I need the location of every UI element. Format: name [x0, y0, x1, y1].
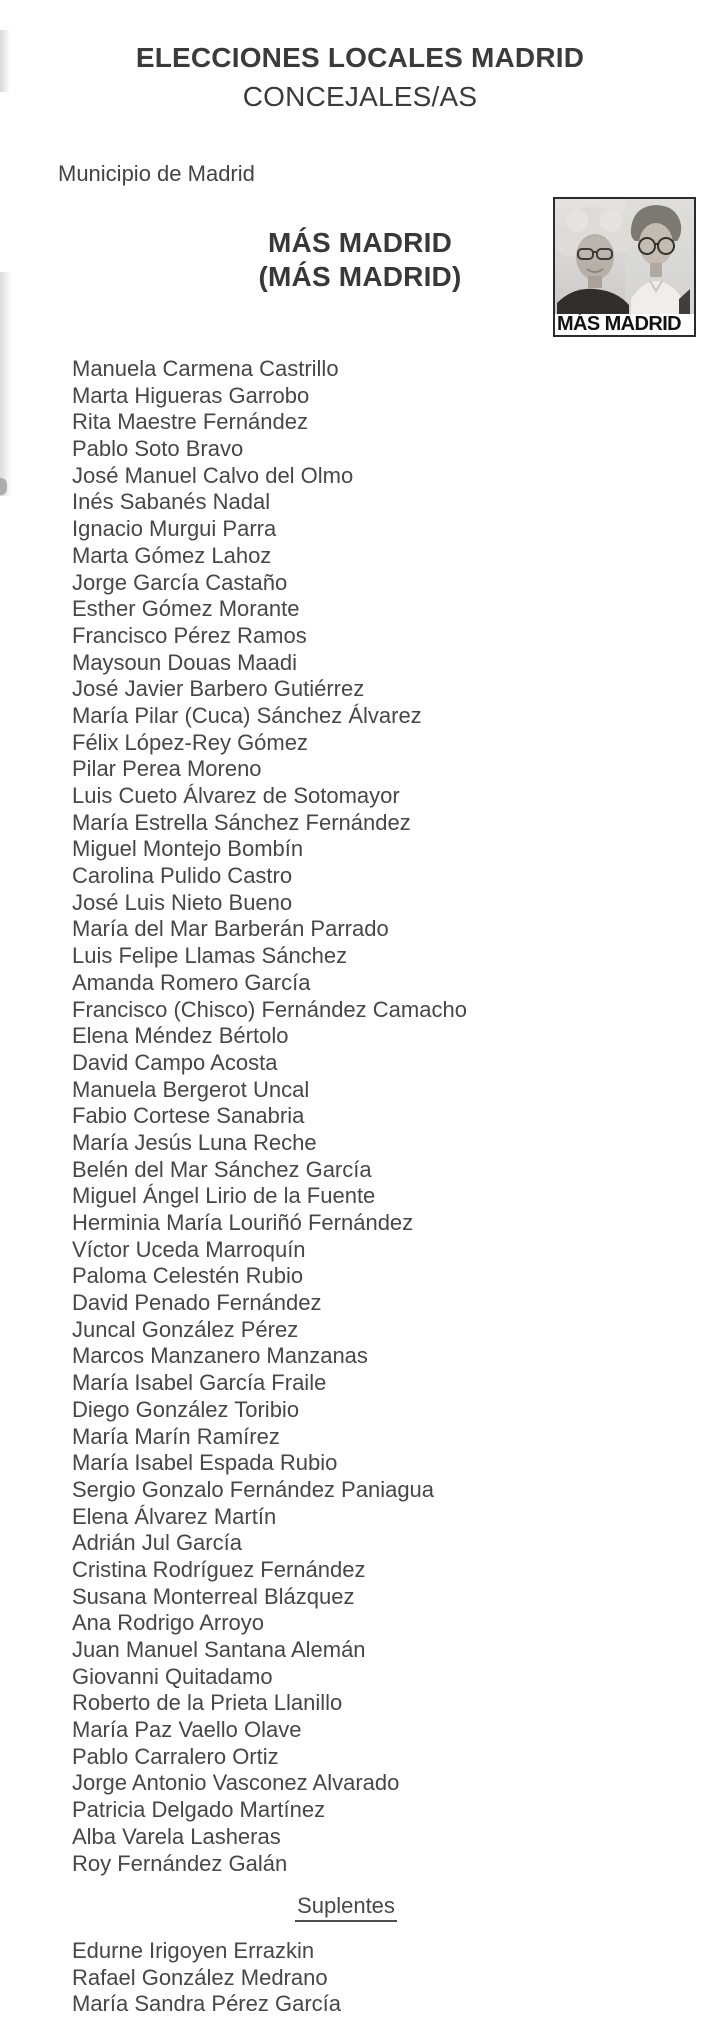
candidate-name: Marcos Manzanero Manzanas [72, 1343, 368, 1369]
municipality-label: Municipio de Madrid [58, 161, 255, 186]
candidate-name: Sergio Gonzalo Fernández Paniagua [72, 1476, 435, 1502]
candidate-name: Cristina Rodríguez Fernández [72, 1556, 366, 1582]
candidate-name: Alba Varela Lasheras [72, 1823, 281, 1849]
candidate-name: Patricia Delgado Martínez [72, 1797, 326, 1823]
candidate-name: Jorge García Castaño [72, 569, 288, 595]
candidate-name: Francisco (Chisco) Fernández Camacho [72, 996, 467, 1022]
candidate-name: Pablo Carralero Ortiz [72, 1743, 279, 1769]
candidate-name: José Manuel Calvo del Olmo [72, 462, 354, 488]
candidate-name: Félix López-Rey Gómez [72, 729, 308, 755]
candidate-name: Diego González Toribio [72, 1396, 300, 1422]
candidate-name: Susana Monterreal Blázquez [72, 1583, 355, 1609]
candidate-name: Pablo Soto Bravo [72, 436, 244, 462]
candidate-name: David Campo Acosta [72, 1049, 278, 1075]
candidate-name: Marta Gómez Lahoz [72, 542, 272, 568]
substitutes-heading: Suplentes [295, 1893, 397, 1922]
candidate-list [72, 356, 467, 1877]
substitute-name: Edurne Irigoyen Errazkin [72, 1938, 315, 1963]
candidate-name: Juan Manuel Santana Alemán [72, 1637, 366, 1662]
substitute-name: Rafael González Medrano [72, 1964, 328, 1990]
party-photo-caption: MÁS MADRID [555, 314, 694, 335]
candidate-name: Francisco Pérez Ramos [72, 622, 307, 648]
candidate-name: Elena Álvarez Martín [72, 1503, 277, 1529]
substitute-name: María Sandra Pérez García [72, 1991, 342, 2017]
candidate-name: Roberto de la Prieta Llanillo [72, 1690, 343, 1716]
candidate-name: Roy Fernández Galán [72, 1850, 288, 1876]
candidate-name: Herminia María Louriñó Fernández [72, 1210, 414, 1235]
candidate-name: Marta Higueras Garrobo [72, 382, 310, 408]
candidate-name: Miguel Montejo Bombín [72, 836, 304, 862]
candidate-name: Belén del Mar Sánchez García [72, 1156, 372, 1182]
candidate-name: Juncal González Pérez [72, 1316, 299, 1342]
candidate-name: María Marín Ramírez [72, 1423, 280, 1449]
candidate-name: Manuela Bergerot Uncal [72, 1076, 310, 1102]
candidate-name: Elena Méndez Bértolo [72, 1023, 289, 1049]
candidate-name: Paloma Celestén Rubio [72, 1263, 304, 1289]
candidate-name: José Javier Barbero Gutiérrez [72, 676, 365, 702]
candidate-name: Inés Sabanés Nadal [72, 489, 271, 515]
candidate-name: Luis Cueto Álvarez de Sotomayor [72, 783, 400, 808]
candidate-name: María Isabel García Fraile [72, 1370, 327, 1396]
scan-artifact [0, 272, 12, 496]
candidate-name: José Luis Nieto Bueno [72, 889, 293, 915]
candidate-name: Ignacio Murgui Parra [72, 516, 277, 542]
candidate-name: David Penado Fernández [72, 1290, 322, 1316]
candidate-name: Esther Gómez Morante [72, 596, 300, 622]
party-name-line2: (MÁS MADRID) [258, 261, 462, 292]
candidate-name: Jorge Antonio Vasconez Alvarado [72, 1770, 400, 1796]
candidate-name: Carolina Pulido Castro [72, 863, 293, 889]
substitutes-heading-wrap [0, 1893, 692, 1922]
candidate-name: Giovanni Quitadamo [72, 1663, 273, 1689]
candidate-name: Rita Maestre Fernández [72, 409, 308, 435]
candidate-name: María Estrella Sánchez Fernández [72, 809, 411, 835]
candidate-name: María Isabel Espada Rubio [72, 1450, 338, 1476]
candidate-name: Fabio Cortese Sanabria [72, 1103, 305, 1129]
candidate-name: Adrián Jul García [72, 1530, 242, 1556]
election-title: ELECCIONES LOCALES MADRID [135, 42, 585, 73]
party-candidates-photo [553, 197, 696, 337]
candidate-name: Víctor Uceda Marroquín [72, 1236, 306, 1262]
election-subtitle: CONCEJALES/AS [242, 81, 478, 112]
candidate-name: María Pilar (Cuca) Sánchez Álvarez [72, 702, 422, 728]
candidate-name: Amanda Romero García [72, 969, 311, 995]
candidate-name: Miguel Ángel Lirio de la Fuente [72, 1183, 376, 1209]
candidate-name: María Paz Vaello Olave [72, 1717, 302, 1743]
substitutes-list [72, 1938, 341, 2018]
candidate-name: Ana Rodrigo Arroyo [72, 1610, 264, 1636]
candidate-name: María Jesús Luna Reche [72, 1129, 317, 1155]
candidate-name: María del Mar Barberán Parrado [72, 916, 389, 942]
party-name-line1: MÁS MADRID [268, 227, 452, 258]
candidate-name: Manuela Carmena Castrillo [72, 356, 339, 381]
candidate-name: Maysoun Douas Maadi [72, 649, 298, 675]
scan-artifact [0, 478, 7, 495]
candidate-name: Luis Felipe Llamas Sánchez [72, 943, 348, 969]
candidate-name: Pilar Perea Moreno [72, 756, 262, 782]
